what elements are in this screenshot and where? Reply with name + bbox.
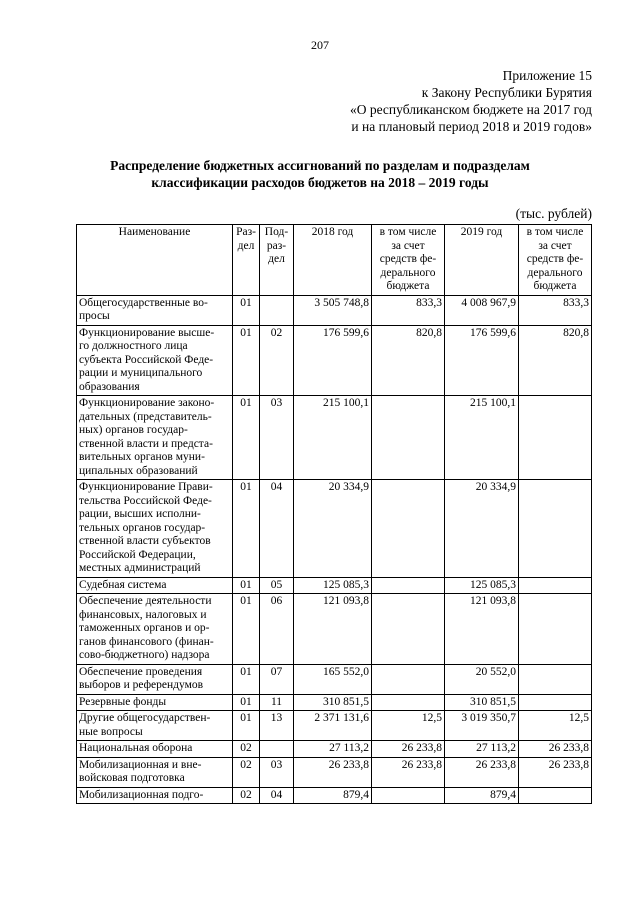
federal-2018-cell [372, 594, 445, 665]
header-federal-2019-line: в том числе [526, 226, 584, 238]
amount-2019-cell: 20 552,0 [445, 664, 519, 694]
row-name-cell [77, 711, 233, 741]
federal-2018-cell: 820,8 [372, 325, 445, 396]
amount-2019-cell: 215 100,1 [445, 396, 519, 480]
row-name-line: Мобилизационная и вне- [79, 758, 202, 771]
row-name-line: рации и муниципального [79, 367, 203, 379]
federal-2019-cell [519, 664, 592, 694]
header-name: Наименование [77, 225, 233, 296]
appendix-line: к Закону Республики Бурятия [421, 85, 592, 100]
row-name-line: Обеспечение деятельности [79, 595, 212, 607]
budget-table [76, 224, 592, 804]
row-name-line: Другие общегосударствен- [79, 712, 211, 724]
amount-2019-cell: 879,4 [445, 787, 519, 804]
row-name-line: Российской Федерации, [79, 548, 196, 561]
row-name-line: ственной власти субъектов [79, 535, 211, 547]
row-name-cell [77, 325, 233, 396]
table-row [77, 396, 592, 480]
section-cell: 01 [233, 694, 260, 711]
row-name-cell [77, 694, 233, 711]
subsection-cell [260, 295, 294, 325]
header-subsection-line: дел [268, 253, 285, 265]
federal-2018-cell: 26 233,8 [372, 757, 445, 787]
section-cell: 02 [233, 741, 260, 758]
federal-2019-cell: 820,8 [519, 325, 592, 396]
amount-2018-cell: 879,4 [294, 787, 372, 804]
section-cell: 01 [233, 396, 260, 480]
federal-2019-cell: 12,5 [519, 711, 592, 741]
header-subsection-line: раз- [266, 239, 287, 252]
table-row [77, 594, 592, 665]
row-name-line: финансовых, налоговых и [79, 608, 207, 621]
federal-2018-cell [372, 396, 445, 480]
table-row [77, 741, 592, 758]
row-name-line: вительных органов муни- [79, 451, 205, 463]
subsection-cell: 02 [260, 325, 294, 396]
header-federal-2019-line: дерального [527, 266, 583, 279]
row-name-cell [77, 396, 233, 480]
row-name-cell [77, 577, 233, 594]
title-line: Распределение бюджетных ассигнований по разделам и подразделам [110, 158, 530, 173]
federal-2018-cell [372, 694, 445, 711]
row-name-line: Функционирование Прави- [79, 481, 213, 493]
federal-2019-cell [519, 787, 592, 804]
appendix-reference [350, 67, 592, 135]
section-cell: 01 [233, 295, 260, 325]
section-cell: 01 [233, 325, 260, 396]
federal-2018-cell: 833,3 [372, 295, 445, 325]
amount-2019-cell: 310 851,5 [445, 694, 519, 711]
header-federal-2018-line: дерального [380, 266, 436, 279]
table-row [77, 295, 592, 325]
federal-2018-cell [372, 664, 445, 694]
row-name-line: ных) органов государ- [79, 424, 188, 436]
federal-2018-cell [372, 787, 445, 804]
amount-2019-cell: 121 093,8 [445, 594, 519, 665]
document-title [60, 157, 580, 191]
table-row [77, 325, 592, 396]
row-name-line: просы [79, 310, 110, 322]
header-federal-2018-line: за счет [391, 239, 425, 252]
amount-2018-cell: 125 085,3 [294, 577, 372, 594]
header-federal-2019-line: средств фе- [526, 253, 584, 265]
table-row [77, 480, 592, 578]
row-name-line: Функционирование законо- [79, 397, 215, 409]
amount-2018-cell: 2 371 131,6 [294, 711, 372, 741]
section-cell: 01 [233, 577, 260, 594]
amount-2018-cell: 27 113,2 [294, 741, 372, 758]
row-name-line: ципальных образований [79, 464, 198, 477]
table-row [77, 694, 592, 711]
subsection-cell: 04 [260, 480, 294, 578]
header-federal-2018-line: в том числе [379, 226, 437, 238]
row-name-line: ные вопросы [79, 725, 143, 738]
header-2019: 2019 год [445, 225, 519, 296]
subsection-cell: 13 [260, 711, 294, 741]
row-name-line: местных администраций [79, 562, 201, 574]
row-name-cell [77, 480, 233, 578]
header-federal-2018-line: бюджета [386, 280, 430, 292]
subsection-cell: 03 [260, 757, 294, 787]
amount-2018-cell: 121 093,8 [294, 594, 372, 665]
row-name-line: субъекта Российской Феде- [79, 353, 214, 366]
row-name-line: Резервные фонды [79, 695, 167, 708]
amount-2018-cell: 310 851,5 [294, 694, 372, 711]
title-line: классификации расходов бюджетов на 2018 – 2019 годы [151, 175, 489, 190]
section-cell: 01 [233, 711, 260, 741]
header-section [233, 225, 260, 296]
header-federal-2019 [519, 225, 592, 296]
federal-2019-cell: 26 233,8 [519, 741, 592, 758]
row-name-line: тельных органов государ- [79, 521, 206, 534]
amount-2019-cell: 176 599,6 [445, 325, 519, 396]
row-name-line: ганов финансового (финан- [79, 635, 214, 648]
table-row [77, 757, 592, 787]
federal-2019-cell [519, 396, 592, 480]
row-name-line: образования [79, 380, 140, 393]
federal-2019-cell [519, 594, 592, 665]
table-row [77, 664, 592, 694]
row-name-line: Судебная система [79, 578, 167, 591]
amount-2018-cell: 176 599,6 [294, 325, 372, 396]
federal-2019-cell [519, 480, 592, 578]
header-subsection [260, 225, 294, 296]
header-federal-2018-line: средств фе- [379, 253, 437, 265]
appendix-line: «О республиканском бюджете на 2017 год [349, 102, 592, 117]
federal-2018-cell: 26 233,8 [372, 741, 445, 758]
amount-2019-cell: 3 019 350,7 [445, 711, 519, 741]
subsection-cell [260, 741, 294, 758]
row-name-line: рации, высших исполни- [79, 508, 201, 520]
federal-2019-cell [519, 694, 592, 711]
row-name-line: выборов и референдумов [79, 679, 204, 691]
table-body [77, 295, 592, 804]
federal-2018-cell [372, 577, 445, 594]
amount-2018-cell: 26 233,8 [294, 757, 372, 787]
federal-2019-cell: 833,3 [519, 295, 592, 325]
header-federal-2019-line: бюджета [533, 280, 577, 292]
row-name-line: ственной власти и предста- [79, 437, 213, 450]
federal-2018-cell [372, 480, 445, 578]
subsection-cell: 05 [260, 577, 294, 594]
row-name-line: го должностного лица [79, 340, 188, 352]
units-label: (тыс. рублей) [515, 206, 592, 221]
row-name-line: Обеспечение проведения [79, 665, 203, 678]
row-name-cell [77, 664, 233, 694]
header-subsection-line: Под- [264, 226, 289, 238]
table-row [77, 711, 592, 741]
row-name-line: Функционирование высше- [79, 326, 215, 339]
header-section-line: дел [237, 239, 255, 252]
row-name-line: Общегосударственные во- [79, 296, 208, 309]
row-name-line: таможенных органов и ор- [79, 622, 210, 634]
row-name-cell [77, 757, 233, 787]
row-name-line: дательных (представитель- [79, 410, 212, 423]
amount-2019-cell: 27 113,2 [445, 741, 519, 758]
federal-2019-cell [519, 577, 592, 594]
header-2018: 2018 год [294, 225, 372, 296]
amount-2019-cell: 20 334,9 [445, 480, 519, 578]
subsection-cell: 04 [260, 787, 294, 804]
row-name-line: сово-бюджетного) надзора [79, 649, 210, 661]
appendix-line: и на плановый период 2018 и 2019 годов» [351, 119, 592, 134]
section-cell: 02 [233, 757, 260, 787]
amount-2018-cell: 3 505 748,8 [294, 295, 372, 325]
row-name-line: войсковая подготовка [79, 772, 185, 784]
header-federal-2019-line: за счет [538, 239, 572, 252]
header-row [77, 225, 592, 296]
row-name-cell [77, 594, 233, 665]
federal-2019-cell: 26 233,8 [519, 757, 592, 787]
header-section-line: Раз- [236, 226, 256, 238]
subsection-cell: 07 [260, 664, 294, 694]
section-cell: 01 [233, 594, 260, 665]
amount-2019-cell: 26 233,8 [445, 757, 519, 787]
row-name-line: Национальная оборона [79, 742, 193, 754]
table-row [77, 577, 592, 594]
row-name-cell [77, 787, 233, 804]
row-name-line: Мобилизационная подго- [79, 788, 204, 801]
section-cell: 01 [233, 480, 260, 578]
appendix-line: Приложение 15 [502, 68, 592, 83]
row-name-cell [77, 741, 233, 758]
subsection-cell: 11 [260, 694, 294, 711]
subsection-cell: 06 [260, 594, 294, 665]
row-name-cell [77, 295, 233, 325]
section-cell: 02 [233, 787, 260, 804]
amount-2018-cell: 215 100,1 [294, 396, 372, 480]
table-row [77, 787, 592, 804]
federal-2018-cell: 12,5 [372, 711, 445, 741]
section-cell: 01 [233, 664, 260, 694]
page-number: 207 [311, 38, 329, 52]
subsection-cell: 03 [260, 396, 294, 480]
row-name-line: тельства Российской Феде- [79, 494, 212, 507]
amount-2019-cell: 4 008 967,9 [445, 295, 519, 325]
amount-2018-cell: 165 552,0 [294, 664, 372, 694]
amount-2018-cell: 20 334,9 [294, 480, 372, 578]
amount-2019-cell: 125 085,3 [445, 577, 519, 594]
header-federal-2018 [372, 225, 445, 296]
